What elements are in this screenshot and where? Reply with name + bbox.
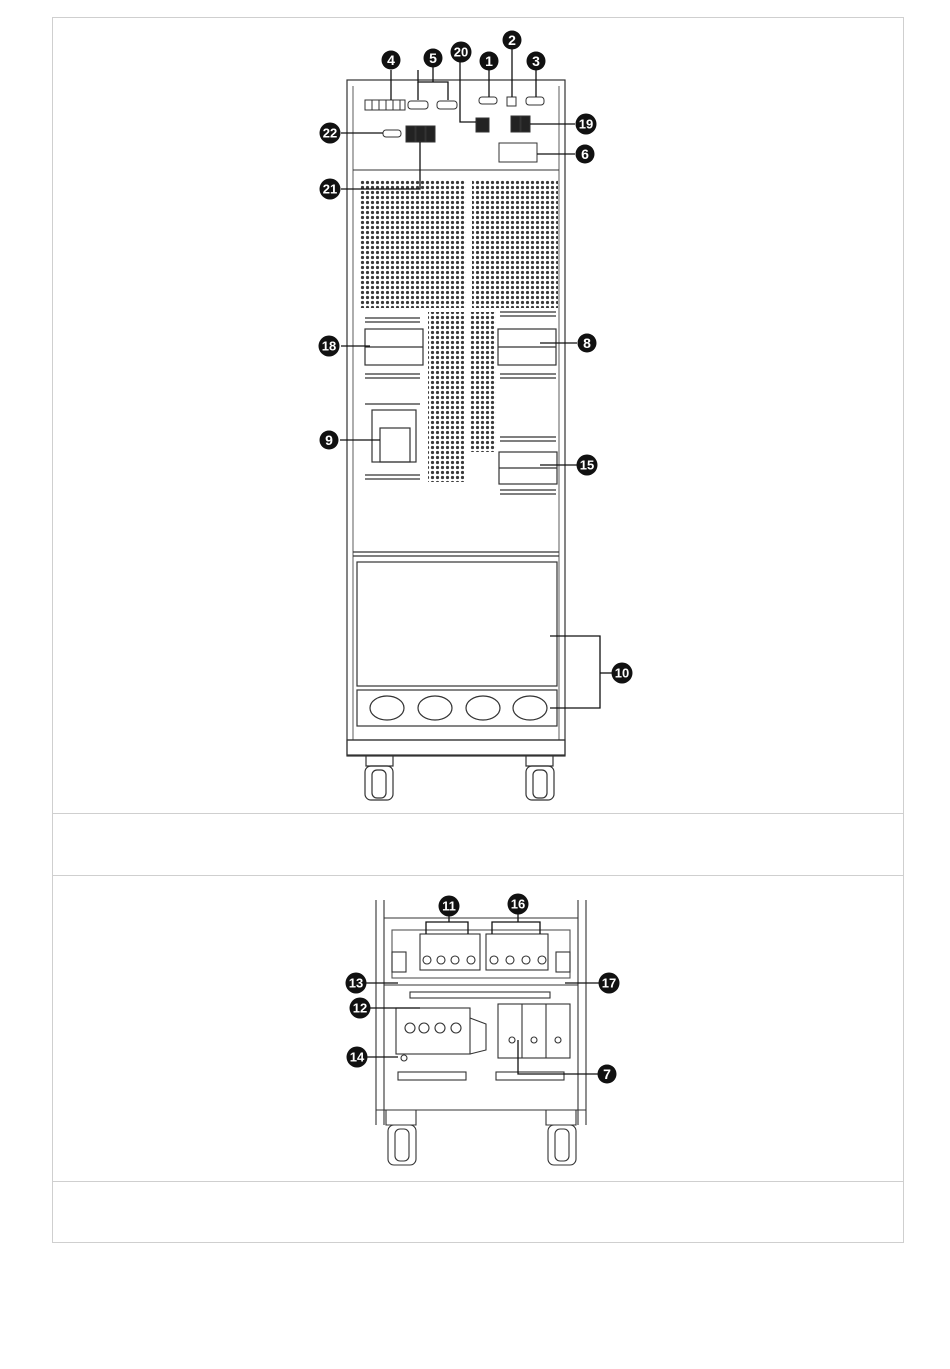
svg-text:7: 7 bbox=[603, 1066, 611, 1082]
callout-17 bbox=[599, 973, 620, 994]
svg-text:9: 9 bbox=[325, 432, 333, 448]
vent-middle-left bbox=[428, 312, 464, 482]
cable-hole bbox=[513, 696, 547, 720]
dry-contact-terminal bbox=[365, 100, 405, 110]
svg-text:12: 12 bbox=[352, 1000, 368, 1016]
right-breakers bbox=[498, 312, 557, 494]
caster-b-left bbox=[386, 1110, 416, 1165]
callout-6 bbox=[576, 145, 595, 164]
bypass-breaker-9 bbox=[372, 410, 416, 462]
svg-text:20: 20 bbox=[453, 44, 469, 60]
cable-hole bbox=[370, 696, 404, 720]
callout-15 bbox=[577, 455, 598, 476]
epo-port bbox=[383, 130, 401, 137]
callout-3 bbox=[527, 52, 546, 71]
callout-22 bbox=[320, 123, 341, 144]
callout-12 bbox=[350, 998, 371, 1019]
callout-10 bbox=[612, 663, 633, 684]
ups-terminal-detail bbox=[376, 900, 586, 1165]
svg-text:1: 1 bbox=[485, 53, 493, 69]
svg-text:13: 13 bbox=[348, 975, 364, 991]
callout-4 bbox=[382, 51, 401, 70]
svg-text:5: 5 bbox=[429, 50, 437, 66]
svg-text:2: 2 bbox=[508, 32, 516, 48]
callout-5 bbox=[424, 49, 443, 68]
terminal-block bbox=[426, 126, 435, 142]
callout-19 bbox=[576, 114, 597, 135]
vent-upper-left bbox=[360, 180, 466, 308]
callout-1 bbox=[480, 52, 499, 71]
cable-hole bbox=[418, 696, 452, 720]
svg-text:3: 3 bbox=[532, 53, 540, 69]
svg-text:21: 21 bbox=[322, 181, 338, 197]
svg-text:22: 22 bbox=[322, 125, 338, 141]
terminal-cover bbox=[357, 562, 557, 686]
comm-panel bbox=[353, 97, 559, 170]
callout-11 bbox=[439, 896, 460, 917]
breaker-group-12 bbox=[396, 1008, 486, 1054]
svg-text:10: 10 bbox=[614, 665, 630, 681]
svg-text:15: 15 bbox=[579, 457, 595, 473]
terminal-block-16 bbox=[486, 934, 548, 970]
callout-20 bbox=[451, 42, 472, 63]
callout-16 bbox=[508, 894, 529, 915]
parallel-port-b bbox=[437, 101, 457, 109]
callout-8 bbox=[578, 334, 597, 353]
vent-middle-right bbox=[470, 312, 496, 452]
callout-9 bbox=[320, 431, 339, 450]
svg-text:18: 18 bbox=[321, 338, 337, 354]
callout-2 bbox=[503, 31, 522, 50]
maintenance-switch bbox=[476, 118, 489, 132]
parallel-port-a bbox=[408, 101, 428, 109]
svg-text:6: 6 bbox=[581, 146, 589, 162]
svg-text:8: 8 bbox=[583, 335, 591, 351]
callout-21 bbox=[320, 179, 341, 200]
terminal-rail bbox=[392, 930, 570, 978]
callout-18 bbox=[319, 336, 340, 357]
svg-text:17: 17 bbox=[601, 975, 617, 991]
rs232-port bbox=[479, 97, 497, 104]
callout-14 bbox=[347, 1047, 368, 1068]
caster-b-right bbox=[546, 1110, 576, 1165]
breaker-group-7 bbox=[498, 1004, 570, 1058]
caster-left bbox=[365, 756, 393, 800]
ground-screw bbox=[401, 1055, 407, 1061]
snmp-slot bbox=[526, 97, 544, 105]
callout-13 bbox=[346, 973, 367, 994]
svg-text:4: 4 bbox=[387, 52, 395, 68]
usb-port bbox=[507, 97, 516, 106]
vent-upper-right bbox=[472, 180, 558, 308]
left-breakers bbox=[365, 318, 423, 479]
svg-text:14: 14 bbox=[349, 1049, 365, 1065]
svg-text:11: 11 bbox=[442, 898, 456, 914]
svg-text:16: 16 bbox=[510, 896, 526, 912]
small-breakers bbox=[521, 116, 530, 132]
callout-7 bbox=[598, 1065, 617, 1084]
terminal-block-11 bbox=[420, 934, 480, 970]
leaders-figure-b bbox=[366, 913, 600, 1074]
caster-right bbox=[526, 756, 554, 800]
nameplate bbox=[499, 143, 537, 162]
svg-text:19: 19 bbox=[578, 116, 594, 132]
cable-hole bbox=[466, 696, 500, 720]
